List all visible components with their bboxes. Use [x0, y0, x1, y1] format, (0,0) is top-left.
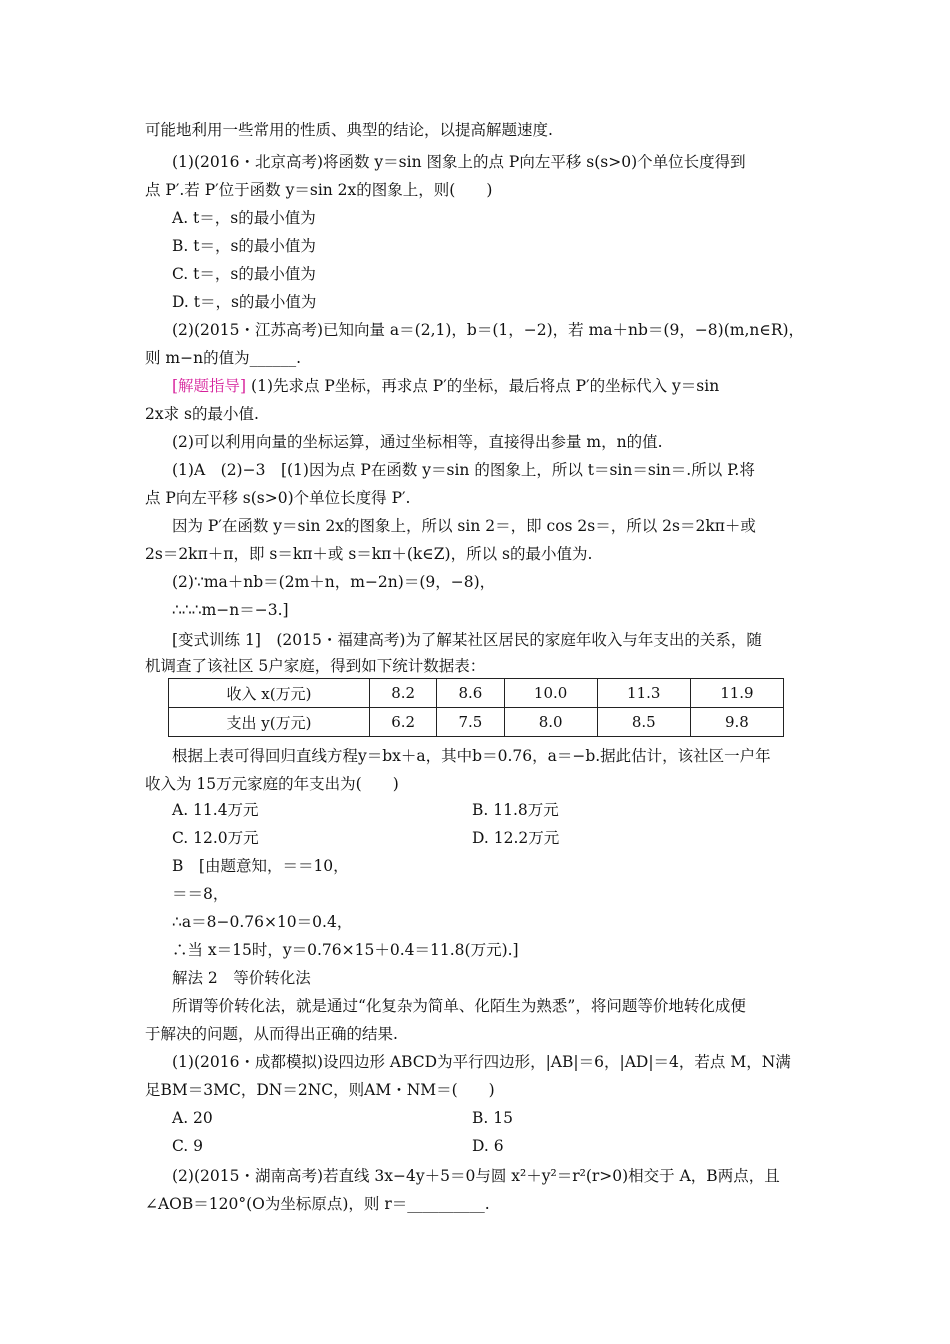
table-cell: 8.2: [370, 679, 437, 708]
row-header: 支出 y(万元): [169, 708, 370, 737]
question-1-stem: (1)(2016・北京高考)将函数 y＝sin 图象上的点 P向左平移 s(s>0)个单位长度得到: [172, 153, 746, 171]
text-line: 所谓等价转化法，就是通过“化复杂为简单、化陌生为熟悉”，将问题等价地转化成便: [172, 997, 746, 1015]
option-a: A. t＝，s的最小值为: [172, 209, 316, 227]
row-header: 收入 x(万元): [169, 679, 370, 708]
table-cell: 8.6: [437, 679, 504, 708]
question-2-stem: (2)(2015・江苏高考)已知向量 a＝(2,1)，b＝(1，−2)，若 ma＋nb＝(9，−8)(m,n∈R)，: [172, 321, 805, 339]
table-row: [169, 679, 784, 708]
exercise-heading: [变式训练 1] (2015・福建高考)为了解某社区居民的家庭年收入与年支出的关系，随: [172, 631, 762, 649]
answer-line: (1)A (2)−3 [(1)因为点 P在函数 y＝sin 的图象上，所以 t＝sin＝sin＝.所以 P.将: [172, 461, 755, 479]
option-b: B. t＝，s的最小值为: [172, 237, 316, 255]
question-2-stem-cont: 则 m−n的值为______.: [145, 349, 302, 367]
text-line: ＝＝8，: [172, 885, 229, 903]
question-1-stem-cont: 点 P′.若 P′位于函数 y＝sin 2x的图象上，则( ): [145, 181, 493, 199]
text-line: 2s＝2kπ＋π，即 s＝kπ＋或 s＝kπ＋(k∈Z)，所以 s的最小值为.: [145, 545, 593, 563]
statistics-table: [168, 678, 784, 737]
table-cell: 7.5: [437, 708, 504, 737]
question-stem: (2)(2015・湖南高考)若直线 3x−4y＋5＝0与圆 x²＋y²＝r²(r>0)相交于 A，B两点，且: [172, 1167, 780, 1185]
table-cell: 8.5: [597, 708, 690, 737]
option-b: B. 11.8万元: [472, 801, 559, 819]
table-cell: 9.8: [690, 708, 783, 737]
text-line: 机调查了该社区 5户家庭，得到如下统计数据表：: [145, 657, 486, 675]
question-stem-cont: 足BM＝3MC，DN＝2NC，则AM・NM＝( ): [145, 1081, 495, 1099]
table-cell: 11.3: [597, 679, 690, 708]
option-d: D. 12.2万元: [472, 829, 560, 847]
option-c: C. 12.0万元: [172, 829, 259, 847]
section-heading: 解法 2 等价转化法: [172, 969, 311, 987]
text-line: 因为 P′在函数 y＝sin 2x的图象上，所以 sin 2＝，即 cos 2s＝，所以 2s＝2kπ＋或: [172, 517, 756, 535]
text-line: ∴a＝8−0.76×10＝0.4，: [172, 913, 353, 931]
text-line: ∴当 x＝15时，y＝0.76×15＋0.4＝11.8(万元).]: [172, 941, 519, 959]
option-d: D. 6: [472, 1137, 504, 1155]
answer-line: B [由题意知，＝＝10，: [172, 857, 349, 875]
table-row: [169, 708, 784, 737]
table-cell: 11.9: [690, 679, 783, 708]
table-cell: 10.0: [504, 679, 597, 708]
question-stem-cont: ∠AOB＝120°(O为坐标原点)，则 r＝__________.: [145, 1195, 490, 1213]
text-line: 点 P向左平移 s(s>0)个单位长度得 P′.: [145, 489, 411, 507]
text-line: 可能地利用一些常用的性质、典型的结论，以提高解题速度.: [145, 121, 553, 139]
option-c: C. 9: [172, 1137, 204, 1155]
text-line: ∴∴∴m−n＝−3.]: [172, 601, 289, 619]
text-line: (2)可以利用向量的坐标运算，通过坐标相等，直接得出参量 m，n的值.: [172, 433, 663, 451]
option-a: A. 20: [172, 1109, 213, 1127]
option-c: C. t＝，s的最小值为: [172, 265, 316, 283]
solution-hint-line: [172, 376, 719, 396]
text-line: 根据上表可得回归直线方程y＝bx＋a，其中b＝0.76，a＝−b.据此估计，该社区一户年: [172, 747, 771, 765]
text-line: 于解决的问题，从而得出正确的结果.: [145, 1025, 398, 1043]
solution-hint-tag: [解题指导]: [172, 377, 247, 395]
solution-hint-text: (1)先求点 P坐标，再求点 P′的坐标，最后将点 P′的坐标代入 y＝sin: [251, 377, 720, 395]
table-cell: 8.0: [504, 708, 597, 737]
option-d: D. t＝，s的最小值为: [172, 293, 317, 311]
text-line: 收入为 15万元家庭的年支出为( ): [145, 775, 399, 793]
text-line: (2)∵ma＋nb＝(2m＋n，m−2n)＝(9，−8)，: [172, 573, 496, 591]
option-a: A. 11.4万元: [172, 801, 259, 819]
text-line: 2x求 s的最小值.: [145, 405, 259, 423]
table-cell: 6.2: [370, 708, 437, 737]
question-stem: (1)(2016・成都模拟)设四边形 ABCD为平行四边形，|AB|＝6，|AD|＝4，若点 M，N满: [172, 1053, 791, 1071]
option-b: B. 15: [472, 1109, 513, 1127]
